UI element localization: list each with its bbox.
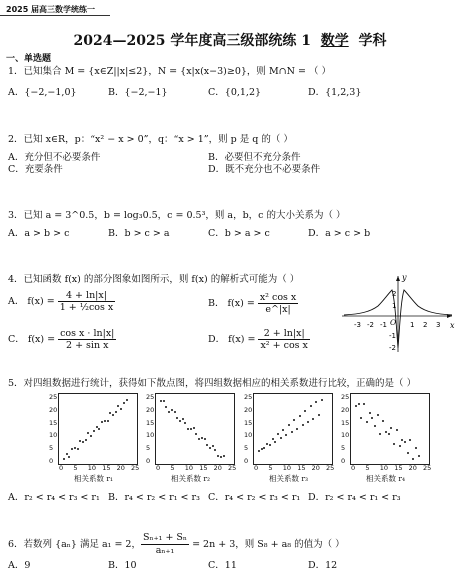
scatter-point [115,411,117,413]
q4-option-c-letter: C． [8,334,25,345]
scatter-point [179,420,181,422]
scatter-point [193,427,195,429]
scatter-point [363,403,365,405]
scatter-point [299,415,301,417]
title-prefix: 2024—2025 学年度高三级部统练 1 [73,33,321,49]
y-tick-label: 20 [341,405,350,414]
scatter-point [266,443,268,445]
scatter-point [385,431,387,433]
scatter-plot [253,393,333,465]
y-tick-label: 20 [146,405,155,414]
scatter-point [98,428,100,430]
q3-option-b[interactable]: B．b > c > a [108,228,170,239]
title-suffix: 学科 [348,33,387,49]
scatter-point [263,447,265,449]
q1-option-c[interactable]: C．{0,1,2} [208,87,262,98]
x-tick-label: -2 [367,321,374,329]
scatter-point [117,405,119,407]
q4-option-a-numerator: 4 + ln|x| [58,290,116,302]
scatter-point [321,399,323,401]
scatter-point [288,424,290,426]
q6-option-a[interactable]: A．9 [8,560,31,571]
q4-option-b-numerator: x² cos x [259,292,297,303]
scatter-point [217,455,219,457]
scatter-point [291,431,293,433]
q1-stem: 1．已知集合 M = {x∈Z||x|≤2}，N = {x|x(x−3)≥0}，则 M∩N = （ ） [8,66,331,77]
x-tick-label: 3 [436,321,441,329]
y-tick-label: 5 [341,444,346,453]
scatter-point [418,455,420,457]
x-tick-label: 10 [379,464,389,472]
q4-option-d-letter: D． [208,334,226,345]
y-tick-label: 25 [146,393,155,401]
q5-option-a[interactable]: A．r₂ < r₄ < r₃ < r₁ [8,492,100,503]
scatter-point [182,418,184,420]
x-tick-label: 10 [184,464,194,472]
scatter-point [355,405,357,407]
q4-option-b-lhs: f(x) = [227,298,258,309]
x-tick-label: 5 [73,464,78,472]
q3-option-d[interactable]: D．a > c > b [308,228,371,239]
scatter-point [390,427,392,429]
scatter-point [272,438,274,440]
scatter-point [277,433,279,435]
x-tick-label: 15 [199,464,208,472]
scatter-point [123,402,125,404]
scatter-point [388,433,390,435]
x-tick-label: 20 [116,464,125,472]
x-tick-label: 5 [170,464,175,472]
scatter-point [96,426,98,428]
y-tick-label: 0 [244,457,249,465]
scatter-caption: 相关系数 r₂ [171,474,210,483]
scatter-point [315,401,317,403]
q5-option-d[interactable]: D．r₂ < r₄ < r₁ < r₃ [308,492,401,503]
q6-stem-prefix: 6．若数列 {aₙ} 满足 a₁ = 2， [8,539,141,550]
x-tick-label: 20 [213,464,222,472]
header-divider [0,15,110,16]
scatter-point [412,458,414,460]
scatter-point [401,439,403,441]
scatter-point [415,447,417,449]
scatter-point [302,424,304,426]
y-tick-label: -2 [389,344,396,352]
x-tick-label: 25 [423,464,432,472]
scatter-point [293,419,295,421]
x-tick-label: 10 [87,464,97,472]
scatter-point [360,417,362,419]
scatter-point [269,444,271,446]
scatter-point [393,443,395,445]
scatter-point [176,417,178,419]
q5-stem: 5．对四组数据进行统计，获得如下散点图，将四组数据相应的相关系数进行比较，正确的是（ ） [8,378,417,389]
scatter-caption: 相关系数 r₄ [366,474,405,483]
scatter-point [261,448,263,450]
scatter-point [107,420,109,422]
q4-option-a[interactable] [8,290,115,313]
page-title [0,30,460,50]
y-tick-label: 0 [146,457,151,465]
scatter-point [209,447,211,449]
q1-option-d[interactable]: D．{1,2,3} [308,87,362,98]
x-tick-label: 10 [282,464,292,472]
q4-option-c-numerator: cos x · ln|x| [60,328,115,339]
x-tick-label: 25 [326,464,335,472]
scatter-caption: 相关系数 r₁ [74,474,113,483]
scatter-point [404,441,406,443]
scatter-point [307,421,309,423]
q4-option-a-letter: A． [8,296,25,307]
scatter-point [318,414,320,416]
q4-option-b[interactable] [208,292,298,315]
x-tick-label: 0 [254,464,259,472]
scatter-point [68,456,70,458]
q1-option-b[interactable]: B．{−2,−1} [108,87,168,98]
y-tick-label: 20 [244,405,253,414]
y-tick-label: 10 [341,431,350,440]
q4-option-d-numerator: 2 + ln|x| [258,328,309,340]
x-tick-label: 0 [156,464,161,472]
y-tick-label: 0 [49,457,54,465]
q5-option-b[interactable]: B．r₄ < r₂ < r₁ < r₃ [108,492,200,503]
y-tick-label: 2 [392,290,397,298]
scatter-point [171,409,173,411]
y-tick-label: 5 [49,444,54,453]
q3-option-c[interactable]: C．b > a > c [208,228,270,239]
q4-option-c-denominator: 2 + sin x [66,340,109,351]
q3-stem: 3．已知 a = 3^0.5，b = log₃0.5，c = 0.5³，则 a，b，c 的大小关系为（ ） [8,210,346,221]
y-tick-label: 5 [244,444,249,453]
scatter-point [312,418,314,420]
q5-option-c[interactable]: C．r₄ < r₂ < r₃ < r₁ [208,492,301,503]
q4-option-d-lhs: f(x) = [228,334,259,345]
scatter-point [285,434,287,436]
y-tick-label: -1 [389,332,396,340]
x-tick-label: 0 [351,464,356,472]
scatter-point [184,422,186,424]
scatter-point [160,400,162,402]
scatter-plot [58,393,138,465]
x-tick-label: 1 [410,321,415,329]
scatter-point [126,399,128,401]
y-axis-label: y [402,273,407,282]
q6-fraction-denominator: aₙ₊₁ [155,545,175,556]
y-tick-label: 15 [49,418,58,427]
scatter-point [198,438,200,440]
scatter-point [82,441,84,443]
scatter-point [206,444,208,446]
q2-option-a[interactable]: A．充分但不必要条件 [8,152,101,163]
q6-stem-suffix: = 2n + 3，则 S₈ + a₈ 的值为（ ） [189,539,345,550]
scatter-point [407,452,409,454]
scatter-point [101,421,103,423]
scatter-point [310,405,312,407]
scatter-point [109,412,111,414]
scatter-point [195,433,197,435]
scatter-caption: 相关系数 r₃ [269,474,308,483]
scatter-point [112,414,114,416]
x-axis-label: x [450,321,455,330]
origin-label: O [390,318,397,327]
x-tick-label: 25 [131,464,140,472]
x-tick-label: 5 [365,464,370,472]
scatter-plot [350,393,430,465]
scatter-point [371,417,373,419]
y-tick-label: 15 [146,418,155,427]
y-tick-label: 1 [392,302,397,310]
q6-option-b[interactable]: B．10 [108,560,137,571]
scatter-plot [155,393,235,465]
q4-option-a-denominator: 1 + ½cos x [59,302,114,313]
scatter-point [304,410,306,412]
q4-option-d-fraction [258,328,309,351]
scatter-point [77,448,79,450]
scatter-point [63,458,65,460]
scatter-point [79,440,81,442]
scatter-point [366,421,368,423]
x-tick-label: 25 [228,464,237,472]
scatter-point [374,425,376,427]
q4-option-b-letter: B． [208,298,225,309]
scatter-point [396,429,398,431]
x-tick-label: -3 [354,321,361,329]
x-tick-label: 20 [408,464,417,472]
q2-stem: 2．已知 x∈R，p：“x² − x > 0”，q：“x > 1”，则 p 是 q 的（ ） [8,134,293,145]
q4-option-b-denominator: e^|x| [265,304,291,315]
scatter-point [90,435,92,437]
scatter-point [93,430,95,432]
scatter-point [190,428,192,430]
q4-option-c-lhs: f(x) = [27,334,59,345]
q4-option-c-fraction [58,328,116,351]
q4-option-d[interactable] [208,328,310,351]
scatter-point [223,455,225,457]
q4-stem: 4．已知函数 f(x) 的部分图象如图所示，则 f(x) 的解析式可能为（ ） [8,274,300,285]
y-tick-label: 25 [49,393,58,401]
x-tick-label: 2 [423,321,428,329]
scatter-point [214,449,216,451]
scatter-point [66,453,68,455]
y-tick-label: 0 [341,457,346,465]
q6-fraction-numerator: Sₙ₊₁ + Sₙ [142,532,188,543]
scatter-point [274,441,276,443]
y-axis-arrow [396,276,400,281]
y-tick-label: 10 [244,431,253,440]
exam-header: 2025 届高三数学统练一 [6,5,96,14]
scatter-point [399,445,401,447]
scatter-point [87,432,89,434]
x-tick-label: 15 [102,464,111,472]
scatter-point [377,414,379,416]
q4-option-c[interactable] [8,328,116,351]
y-tick-label: 20 [49,405,58,414]
y-tick-label: 25 [341,393,350,401]
x-tick-label: 15 [394,464,403,472]
section-heading: 一、单选题 [6,54,52,64]
y-tick-label: 5 [146,444,151,453]
scatter-point [220,456,222,458]
scatter-point [296,428,298,430]
q6-stem [8,532,345,557]
x-tick-label: -1 [380,321,387,329]
scatter-point [168,411,170,413]
q4-function-graph [340,272,456,354]
title-subject: 数学 [320,33,349,49]
scatter-point [409,439,411,441]
q2-option-c[interactable]: C．充要条件 [8,164,63,175]
q1-option-a[interactable]: A．{−2,−1,0} [8,87,77,98]
x-tick-label: 20 [311,464,320,472]
q2-option-b[interactable]: B．必要但不充分条件 [208,152,301,163]
y-tick-label: 15 [341,418,350,427]
scatter-point [369,412,371,414]
scatter-point [104,420,106,422]
scatter-point [382,420,384,422]
q2-option-d[interactable]: D．既不充分也不必要条件 [208,164,321,175]
x-tick-label: 0 [59,464,64,472]
scatter-point [201,437,203,439]
q6-fraction [141,532,189,557]
q4-option-b-fraction [258,292,298,315]
scatter-point [358,403,360,405]
q4-option-d-denominator: x² + cos x [260,340,308,351]
q4-option-a-lhs: f(x) = [27,296,58,307]
scatter-point [282,429,284,431]
scatter-point [280,437,282,439]
scatter-point [204,438,206,440]
scatter-point [258,450,260,452]
q6-option-d[interactable]: D．12 [308,560,338,571]
scatter-point [74,447,76,449]
x-tick-label: 15 [297,464,306,472]
scatter-point [120,408,122,410]
y-tick-label: 10 [146,431,155,440]
scatter-point [379,433,381,435]
scatter-point [71,448,73,450]
x-tick-label: 5 [268,464,273,472]
q6-option-c[interactable]: C．11 [208,560,237,571]
scatter-point [165,406,167,408]
q3-option-a[interactable]: A．a > b > c [8,228,70,239]
scatter-point [212,445,214,447]
q4-option-a-fraction [58,290,116,313]
y-tick-label: 25 [244,393,253,401]
scatter-point [163,400,165,402]
y-tick-label: 15 [244,418,253,427]
scatter-point [187,428,189,430]
scatter-point [174,411,176,413]
y-tick-label: 10 [49,431,58,440]
scatter-point [85,439,87,441]
